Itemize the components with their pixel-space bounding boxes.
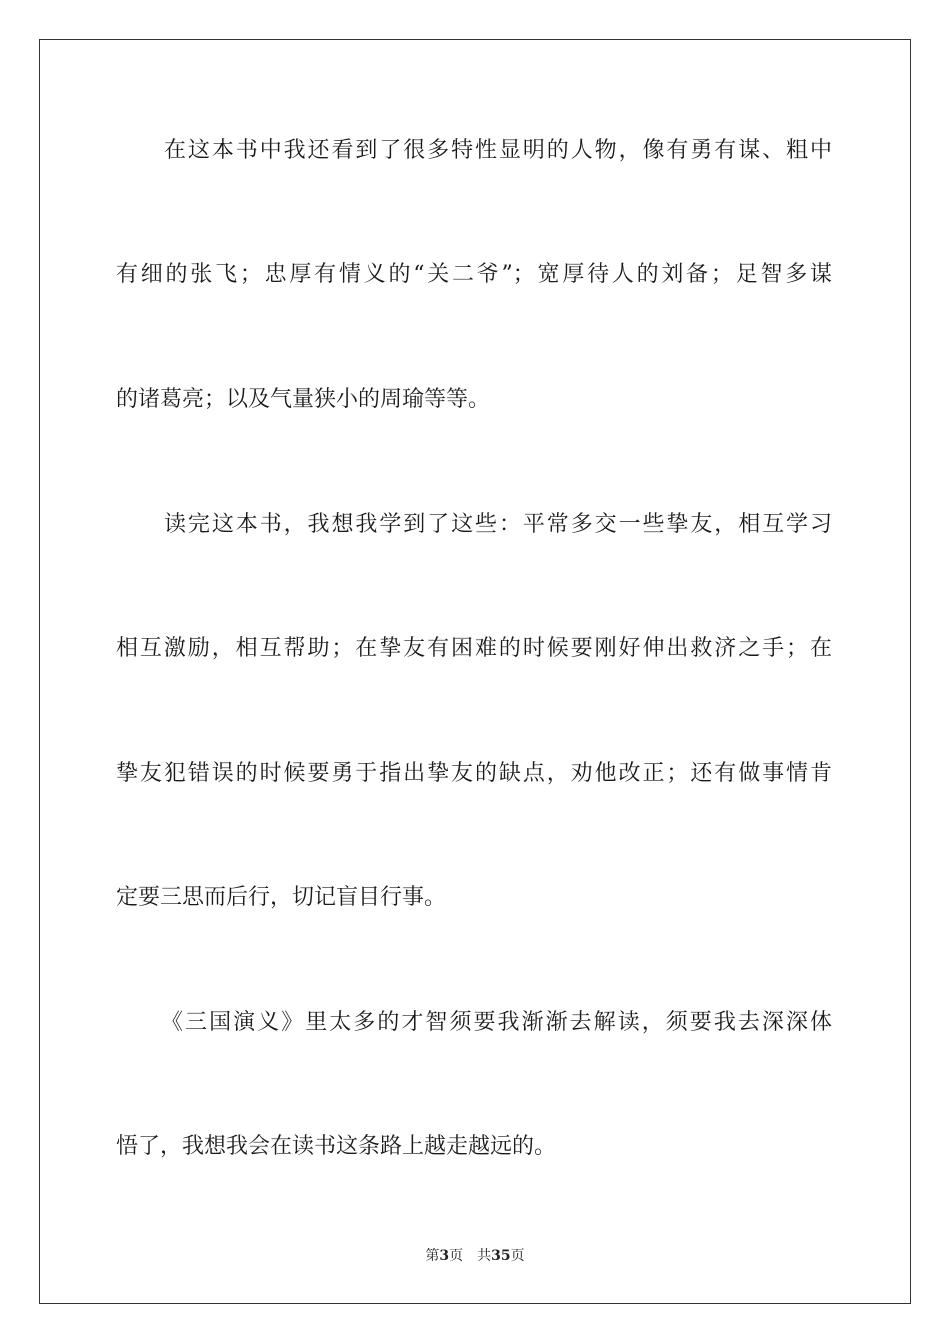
page-border <box>39 39 911 1304</box>
paragraph-1-line-1: 在这本书中我还看到了很多特性显明的人物，像有勇有谋、粗中 <box>164 138 832 163</box>
paragraph-1-line-2: 有细的张飞；忠厚有情义的“关二爷”；宽厚待人的刘备；足智多谋 <box>116 262 832 287</box>
paragraph-2-line-2: 相互激励，相互帮助；在挚友有困难的时候要刚好伸出救济之手；在 <box>116 636 832 661</box>
page-prefix: 第 <box>425 1248 440 1264</box>
paragraph-1-line-3: 的诸葛亮；以及气量狭小的周瑜等等。 <box>116 387 491 412</box>
page-suffix: 页 <box>449 1248 464 1264</box>
paragraph-2-line-4: 定要三思而后行，切记盲目行事。 <box>116 885 447 910</box>
paragraph-3-line-2: 悟了，我想我会在读书这条路上越走越远的。 <box>116 1134 557 1159</box>
page-footer <box>0 1246 950 1266</box>
paragraph-2-line-1: 读完这本书，我想我学到了这些：平常多交一些挚友，相互学习 <box>164 512 832 537</box>
total-pages: 35 <box>491 1248 511 1264</box>
paragraph-2-line-3: 挚友犯错误的时候要勇于指出挚友的缺点，劝他改正；还有做事情肯 <box>116 761 832 786</box>
page-current: 3 <box>439 1248 450 1264</box>
total-suffix: 页 <box>510 1248 525 1264</box>
total-prefix: 共 <box>477 1248 492 1264</box>
paragraph-3-line-1: 《三国演义》里太多的才智须要我渐渐去解读，须要我去深深体 <box>161 1010 832 1035</box>
